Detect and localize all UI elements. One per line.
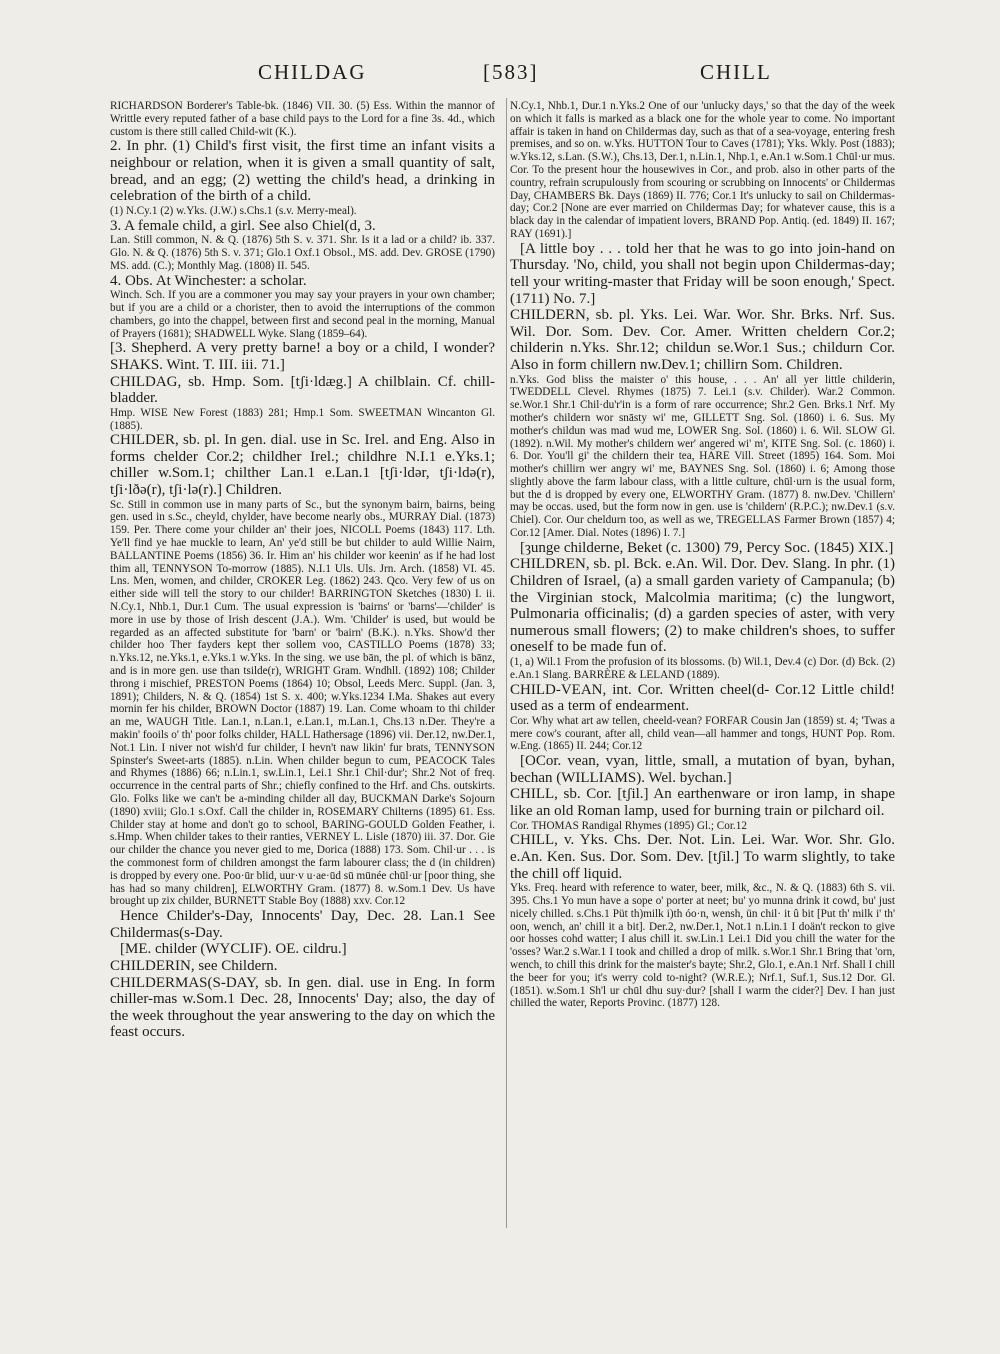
entry-paragraph: CHILL, v. Yks. Chs. Der. Not. Lin. Lei. War. Wor. Shr. Glo. e.An. Ken. Sus. Dor. Som. Dev. [tʃil.] To warm slightly, to take the chill off liquid. [510,832,895,882]
entry-paragraph: CHILDREN, sb. pl. Bck. e.An. Wil. Dor. Dev. Slang. In phr. (1) Children of Israel, (a) a small garden variety of Campanula; (b) the Virginian stock, Malcolmia maritima; (c) the lungwort, Pulmonaria officinalis; (d) a garden species of aster, with very numerous small flowers; (2) to make children's shoes, to suffer oneself to be made fun of. [510,556,895,656]
entry-paragraph: N.Cy.1, Nhb.1, Dur.1 n.Yks.2 One of our 'unlucky days,' so that the day of the week on which it falls is marked as a black one for the whole year to come. No important affair is taken in hand on Childermas day, such as that of a sea-voyage, entering fresh premises, and so on. w.Yks. HUTTON Tour to Caves (1781); Yks. Wkly. Post (1883); w.Yks.12, s.Lan. (S.W.), Chs.13, Der.1, n.Lin.1, Nhp.1, e.An.1 w.Som.1 Chūl·ur mus. Cor. To the present hour the housewives in Cor., and prob. also in other parts of the country, refrain scrupulously from scouring or scrubbing on Innocents' or Childermas Day, CHAMBERS Bk. Days (1869) II. 776; Cor.1 It's unlucky to sail on Childermas-day; Cor.2 [None are ever married on Childermas Day; for whatever cause, this is a black day in the calendar of impatient lovers, BRAND Pop. Antiq. (ed. 1849) II. 167; RAY (1691).] [510,100,895,240]
entry-paragraph: Hence Childer's-Day, Innocents' Day, Dec. 28. Lan.1 See Childermas(s-Day. [110,908,495,941]
entry-paragraph: Lan. Still common, N. & Q. (1876) 5th S. v. 371. Shr. Is it a lad or a child? ib. 337. Glo. N. & Q. (1876) 5th S. v. 371; Glo.1 Oxf.1 Obsol., MS. add. Dev. GROSE (1790) MS. add. (C.); Monthly Mag. (1808) II. 545. [110,234,495,272]
page-header [0,60,1000,90]
entry-paragraph: [ME. childer (WYCLIF). OE. cildru.] [120,941,347,958]
entry-paragraph: CHILD-VEAN, int. Cor. Written cheel(d- Cor.12 Little child! used as a term of endearment. [510,681,895,715]
entry-paragraph: (1, a) Wil.1 From the profusion of its blossoms. (b) Wil.1, Dev.4 (c) Dor. (d) Bck. (2) e.An.1 Slang. BARRÈRE & LELAND (1889). [510,656,895,681]
right-headword: CHILL [700,60,772,84]
entry-paragraph: [ȝunge childerne, Beket (c. 1300) 79, Percy Soc. (1845) XIX.] [520,539,894,556]
entry-paragraph: CHILDERN, sb. pl. Yks. Lei. War. Wor. Shr. Brks. Nrf. Sus. Wil. Dor. Som. Dev. Cor. Amer. Written cheldern Cor.2; childerin n.Yks. Shr.12; childun se.Wor.1 Sus.; childurn Cor. Also in form chillern nw.Dev.1; chillirn Som. Children. [510,307,895,373]
entry-paragraph: [3. Shepherd. A very pretty barne! a boy or a child, I wonder? SHAKS. Wint. T. III. iii. 71.] [110,340,495,373]
entry-paragraph: [A little boy . . . told her that he was to go into join-hand on Thursday. 'No, child, you shall not begin upon Childermas-day; tell your writing-master that Friday will be soon enough,' Spect. (1711) No. 7.] [510,240,895,307]
right-column [510,100,895,1010]
entry-paragraph: Winch. Sch. If you are a commoner you may say your prayers in your own chamber; but if you are a child or a chorister, then to avoid the interruptions of the common chambers, go into the chappel, between first and second peal in the morning, Manual of Prayers (1681); SHADWELL Wyke. Slang (1859–64). [110,289,495,340]
entry-paragraph: Cor. Why what art aw tellen, cheeld-vean? FORFAR Cousin Jan (1859) st. 4; 'Twas a mere cow's courant, after all, child vean—all hammer and tongs, HUNT Pop. Rom. w.Eng. (1865) II. 244; Cor.12 [510,714,895,753]
entry-paragraph: CHILDERIN, see Childern. [110,957,278,974]
entry-paragraph: CHILDER, sb. pl. In gen. dial. use in Sc. Irel. and Eng. Also in forms chelder Cor.2; childher Irel.; childhre N.I.1 e.Yks.1; chiller w.Som.1; chilther Lan.1 e.Lan.1 [tʃi·ldər, tʃi·ldə(r), tʃi·lðə(r), tʃi·lə(r).] Children. [110,432,495,499]
entry-paragraph: Sc. Still in common use in many parts of Sc., but the synonym bairn, bairns, being gen. used in s.Sc., cheyld, chylder, have become nearly obs., MURRAY Dial. (1873) 159. Per. There come your childer an' their joes, NICOLL Poems (1843) 117. Lth. Ye'll find ye hae muckle to learn, An' ye'd still be but childer to auld Willie Nairn, BALLANTINE Poems (1856) 36. Ir. Him an' his childer wor keenin' as if he had lost thim all, TENNYSON To-morrow (1885). N.I.1 Uls. Uls. Jrn. Arch. (1858) VI. 45. Lns. Men, women, and childer, CROKER Leg. (1862) 243. Qco. Very few of us on either side will tell the story to our childer! BARRINGTON Sketches (1830) I. ii. N.Cy.1, Nhb.1, Dur.1 Cum. The usual expression is 'bairns' or 'barns'—'childer' is more in use by those of Irish descent (J.A.). Wm. 'Childer' is used, but would be regarded as an affected substitute for 'barn' or 'bairn' (B.K.). n.Yks. Show'd ther childer hoo Ther fayders kept ther sollem voo, CASTILLO Poems (1878) 33; n.Yks.12, ne.Yks.1, e.Yks.1 w.Yks. In the sing. we use bān, the pl. of which is bānz, and is in more gen. use than tsilde(r), WRIGHT Gram. Wndhll. (1892) 108; Childer throng i mischief, PRESTON Poems (1864) 10; Obsol, Leeds Merc. Suppl. (Jan. 3, 1891); Childers, N. & Q. (1854) 1st S. x. 400; w.Yks.1234 I.Ma. Shakes aut every mornin fer his childer, BROWN Doctor (1887) 19. Lan. Come whoam to thi childer an me, WAUGH Title. Lan.1, n.Lan.1, e.Lan.1, m.Lan.1, Chs.13 n.Der. They're a makin' fooils o' th' poor folks childer, HALL Hathersage (1896) vii. Der.12, nw.Der.1, Not.1 Lin. I niver not wish'd fur childer, I hevn't naw likin' fur brats, TENNYSON Spinster's Sweet-arts (1885). n.Lin. When childer begun to cum, PEACOCK Tales and Rhymes (1886) 66; n.Lin.1, sw.Lin.1, Lei.1 Shr.1 Chil·dur'; Shr.2 Not of freq. occurrence in the central parts of Shr.; chiefly confined to the Hrf. and Chs. outskirts. Glo. Folks like we can't be a-minding childer all day, BUCKMAN Darke's Sojourn (1890) xviii; Glo.1 s.Oxf. Call the childer in, ROSEMARY Chilterns (1895) 61. Ess. Childer stay at home and don't go to school, BARING-GOULD Golden Feather, i. s.Hmp. When childer takes to their ranties, VERNEY L. Lisle (1870) iii. 37. Dor. Gie our childer the chance you never gied to me, Dorica (1888) 173. Som. Chil·ur . . . is the commonest form of children amongst the farm labourer class; the d (in children) is dropped by every one. Poo·ūr blid, uur·v u·ae·ūd sū mūnée chūl·ur [poor thing, she has had so many children], ELWORTHY Gram. (1877) 8. w.Som.1 Dev. Us have brought up zix childer, BURNETT Stable Boy (1888) xxv. Cor.12 [110,498,495,908]
entry-paragraph: [OCor. vean, vyan, little, small, a mutation of byan, byhan, bechan (WILLIAMS). Wel. bychan.] [510,753,895,786]
entry-paragraph: CHILDAG, sb. Hmp. Som. [tʃi·ldæg.] A chilblain. Cf. chill-bladder. [110,373,495,407]
column-rule [506,98,507,1228]
entry-paragraph: RICHARDSON Borderer's Table-bk. (1846) VII. 30. (5) Ess. Within the mannor of Writtle every reputed father of a base child pays to the Lord for a fine 3s. 4d., which custom is there still called Child-wit (K.). [110,100,495,138]
entry-paragraph: CHILDERMAS(S-DAY, sb. In gen. dial. use in Eng. In form chiller-mas w.Som.1 Dec. 28, Innocents' Day; also, the day of the week throughout the year answering to the day on which the feast occurs. [110,974,495,1041]
page-number: [583] [483,60,539,84]
entry-paragraph: Yks. Freq. heard with reference to water, beer, milk, &c., N. & Q. (1883) 6th S. vii. 395. Chs.1 Yo mun have a sope o' porter at neet; bu' yo munna drink it cowd, bu' just nicely chilled. s.Chs.1 Püt th)milk i)th óo·n, wensh, ün chil· it û bit [Put th' milk i' th' oon, wench, an' chill it a bit]. Der.2, nw.Der.1, Not.1 n.Lin.1 I doän't reckon to give oor hosses cohd watter; I alus chill it. sw.Lin.1 Lei.1 Did you chill the water for the 'osses? War.2 s.War.1 I took and chilled a drop of milk. s.Wor.1 Shr.1 Bring that 'orn, wench, to chill this drink for the maister's bayte; Shr.2, Glo.1, e.An.1 Nrf. Shall I chill the beer for you; it's werry cold to-night? (W.R.E.); Nrf.1, Suf.1, Sus.12 Dor. Gl. (1851). w.Som.1 Sh'l ur chūl dhu suy·dur? [shall I warm the cider?] Dev. I han just chilled the water, Reports Provinc. (1877) 128. [510,882,895,1010]
entry-paragraph: 2. In phr. (1) Child's first visit, the first time an infant visits a neighbour or relation, when it is given a small quantity of salt, bread, and an egg; (2) wetting the child's head, a drinking in celebration of the birth of a child. [110,138,495,205]
left-column [110,100,495,1041]
entry-paragraph: n.Yks. God bliss the maister o' this house, . . . An' all yer little childerin, TWEDDELL Clevel. Rhymes (1875) 7. Lei.1 (s.v. Childer). War.2 Common. se.Wor.1 Shr.1 Chil·du'r'in is a form of rare occurrence; Shr.2 Gen. Brks.1 Nrf. My mother's childern wor snāsty wi' me, GILLETT Sng. Sol. (1860) i. 6. Sus. My mother's childun was mad wud me, LOWER Sng. Sol. (1860) i. 6. Wil. SLOW Gl. (1892). n.Wil. My mother's childern wer' angered wi' m', KITE Sng. Sol. (c. 1860) i. 6. Dor. You'll gi' the childern their tea, HARE Vill. Street (1895) 164. Som. Moi mother's chillirn wer angry wi' me, BAYNES Sng. Sol. (1860) i. 6; Among those slightly above the farm labour class, with a little culture, chūl·urn is the usual form, but the d is dropped by every one, ELWORTHY Gram. (1877) 8. nw.Dev. 'Chillern' may be occas. used, but the form now in gen. use is 'childern' (R.P.C.); nw.Dev.1 (s.v. Chiel). Cor. Our cheldurn too, as well as we, TREGELLAS Farmer Brown (1857) 4; Cor.12 [Amer. Dial. Notes (1896) I. 7.] [510,373,895,540]
left-headword: CHILDAG [258,60,367,84]
entry-paragraph: Hmp. WISE New Forest (1883) 281; Hmp.1 Som. SWEETMAN Wincanton Gl. (1885). [110,406,495,432]
entry-paragraph: 3. A female child, a girl. See also Chiel(d, 3. [110,217,376,234]
entry-paragraph: CHILL, sb. Cor. [tʃil.] An earthenware or iron lamp, in shape like an old Roman lamp, used for burning train or pilchard oil. [510,786,895,819]
entry-paragraph: (1) N.Cy.1 (2) w.Yks. (J.W.) s.Chs.1 (s.v. Merry-meal). [110,204,357,217]
entry-paragraph: 4. Obs. At Winchester: a scholar. [110,272,307,289]
entry-paragraph: Cor. THOMAS Randigal Rhymes (1895) Gl.; Cor.12 [510,819,747,832]
